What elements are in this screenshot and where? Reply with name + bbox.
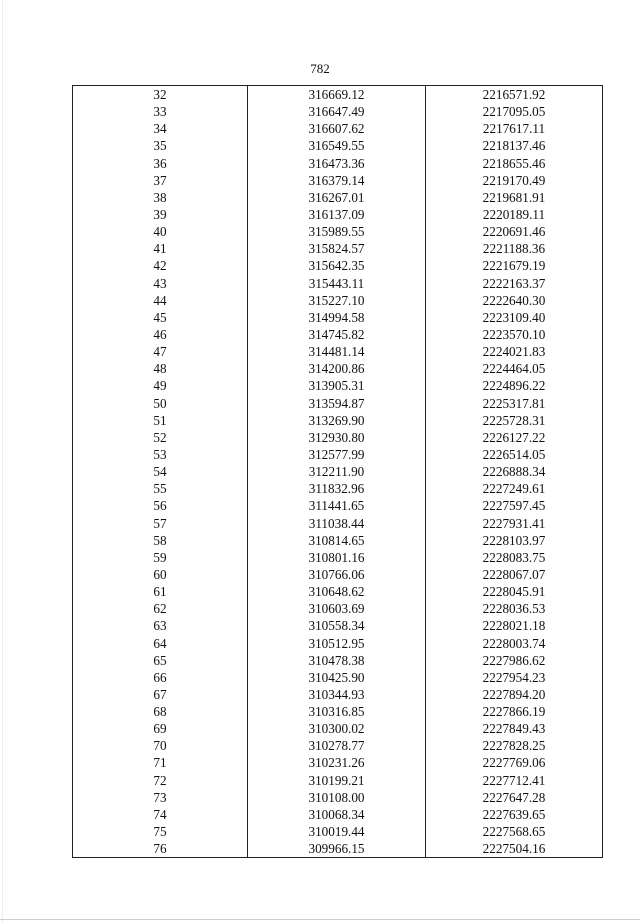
y-coordinate-cell: 2220189.11 (482, 206, 546, 222)
x-coordinate-cell: 316669.12 (308, 87, 365, 102)
x-coordinate-cell: 314994.58 (308, 309, 365, 325)
point-number-cell: 46 (153, 326, 167, 342)
x-coordinate-cell: 310278.77 (308, 738, 365, 754)
x-coordinate-cell: 310558.34 (308, 618, 365, 634)
x-coordinate-cell: 316473.36 (308, 155, 365, 171)
y-coordinate-cell: 2221679.19 (482, 258, 546, 274)
y-coordinate-cell: 2224464.05 (482, 361, 546, 377)
y-coordinate-cell: 2224896.22 (482, 378, 546, 394)
x-coordinate-cell: 310108.00 (308, 789, 365, 805)
y-coordinate-cell: 2218137.46 (482, 138, 546, 154)
x-coordinate-cell: 310019.44 (308, 824, 365, 840)
point-number-cell: 38 (153, 189, 167, 205)
x-coordinate-cell: 310316.85 (308, 704, 365, 720)
point-number-cell: 55 (153, 481, 167, 497)
point-number-cell: 68 (153, 704, 167, 720)
point-number-cell: 48 (153, 361, 167, 377)
x-coordinate-cell: 311832.96 (308, 481, 365, 497)
point-number-cell: 50 (153, 395, 167, 411)
x-coordinate-cell: 311038.44 (308, 515, 365, 531)
y-coordinate-cell: 2227568.65 (482, 824, 546, 840)
x-coordinate-cell: 316379.14 (308, 172, 365, 188)
y-coordinate-cell: 2227828.25 (482, 738, 546, 754)
y-coordinate-cell: 2219170.49 (482, 172, 546, 188)
point-number-cell: 40 (153, 224, 167, 240)
x-coordinate-cell: 315443.11 (308, 275, 365, 291)
point-number-cell: 73 (153, 789, 167, 805)
y-coordinate-cell: 2224021.83 (482, 344, 546, 360)
x-coordinate-column (248, 86, 426, 857)
y-coordinate-cell: 2228021.18 (482, 618, 546, 634)
point-number-cell: 35 (153, 138, 167, 154)
y-coordinate-cell: 2217095.05 (482, 104, 546, 120)
point-number-cell: 36 (153, 155, 167, 171)
point-number-column (73, 86, 248, 857)
y-coordinate-cell: 2227849.43 (482, 721, 546, 737)
y-coordinate-cell: 2227249.61 (482, 481, 546, 497)
y-coordinate-cell: 2227639.65 (482, 806, 546, 822)
y-coordinate-cell: 2222163.37 (482, 275, 546, 291)
y-coordinate-cell: 2225728.31 (482, 412, 546, 428)
y-coordinate-cell: 2228103.97 (482, 532, 546, 548)
y-coordinate-cell: 2219681.91 (482, 189, 546, 205)
point-number-cell: 34 (153, 121, 167, 137)
x-coordinate-cell: 312930.80 (308, 429, 365, 445)
y-coordinate-cell: 2228067.07 (482, 566, 546, 582)
x-coordinate-cell: 310512.95 (308, 635, 365, 651)
x-coordinate-cell: 313269.90 (308, 412, 365, 428)
point-number-cell: 43 (153, 275, 167, 291)
point-number-cell: 49 (153, 378, 167, 394)
point-number-cell: 65 (153, 652, 167, 668)
x-coordinate-cell: 310199.21 (308, 772, 365, 788)
point-number-cell: 58 (153, 532, 167, 548)
point-number-cell: 60 (153, 566, 167, 582)
y-coordinate-cell: 2227866.19 (482, 704, 546, 720)
y-coordinate-cell: 2217617.11 (482, 121, 546, 137)
point-number-cell: 33 (153, 104, 167, 120)
point-number-cell: 47 (153, 344, 167, 360)
y-coordinate-cell: 2225317.81 (482, 395, 546, 411)
point-number-cell: 37 (153, 172, 167, 188)
page-bottom-edge (0, 919, 640, 920)
point-number-cell: 66 (153, 669, 167, 685)
point-number-cell: 52 (153, 429, 167, 445)
scan-edge (2, 0, 3, 923)
x-coordinate-cell: 310814.65 (308, 532, 365, 548)
point-number-cell: 62 (153, 601, 167, 617)
x-coordinate-cell: 316549.55 (308, 138, 365, 154)
point-number-cell: 64 (153, 635, 167, 651)
y-coordinate-cell: 2226514.05 (482, 446, 546, 462)
x-coordinate-cell: 316647.49 (308, 104, 365, 120)
y-coordinate-cell: 2222640.30 (482, 292, 546, 308)
point-number-cell: 75 (153, 824, 167, 840)
point-number-cell: 44 (153, 292, 167, 308)
x-coordinate-cell: 313905.31 (308, 378, 365, 394)
y-coordinate-cell: 2223570.10 (482, 326, 546, 342)
x-coordinate-cell: 316137.09 (308, 206, 365, 222)
y-coordinate-cell: 2227712.41 (482, 772, 546, 788)
point-number-cell: 54 (153, 464, 167, 480)
point-number-cell: 53 (153, 446, 167, 462)
y-coordinate-cell: 2228083.75 (482, 549, 546, 565)
point-number-cell: 56 (153, 498, 167, 514)
y-coordinate-cell: 2216571.92 (482, 87, 546, 102)
x-coordinate-cell: 314481.14 (308, 344, 365, 360)
y-coordinate-cell: 2227894.20 (482, 686, 546, 702)
x-coordinate-cell: 311441.65 (308, 498, 365, 514)
point-number-cell: 76 (153, 841, 167, 857)
y-coordinate-cell: 2227647.28 (482, 789, 546, 805)
y-coordinate-cell: 2227504.16 (482, 841, 546, 857)
y-coordinate-cell: 2226888.34 (482, 464, 546, 480)
x-coordinate-cell: 315824.57 (308, 241, 365, 257)
x-coordinate-cell: 312211.90 (308, 464, 365, 480)
y-coordinate-cell: 2218655.46 (482, 155, 546, 171)
point-number-cell: 63 (153, 618, 167, 634)
x-coordinate-cell: 315227.10 (308, 292, 365, 308)
point-number-cell: 32 (153, 87, 167, 102)
x-coordinate-cell: 310478.38 (308, 652, 365, 668)
y-coordinate-cell: 2228036.53 (482, 601, 546, 617)
x-coordinate-cell: 314200.86 (308, 361, 365, 377)
y-coordinate-cell: 2221188.36 (482, 241, 546, 257)
page-number: 782 (310, 61, 330, 76)
y-coordinate-cell: 2227931.41 (482, 515, 546, 531)
point-number-cell: 41 (153, 241, 167, 257)
y-coordinate-cell: 2227954.23 (482, 669, 546, 685)
x-coordinate-cell: 310300.02 (308, 721, 365, 737)
point-number-cell: 70 (153, 738, 167, 754)
x-coordinate-cell: 310231.26 (308, 755, 365, 771)
x-coordinate-cell: 310068.34 (308, 806, 365, 822)
x-coordinate-cell: 315642.35 (308, 258, 365, 274)
point-number-cell: 42 (153, 258, 167, 274)
y-coordinate-cell: 2228003.74 (482, 635, 546, 651)
x-coordinate-cell: 310425.90 (308, 669, 365, 685)
y-coordinate-cell: 2227769.06 (482, 755, 546, 771)
point-number-cell: 69 (153, 721, 167, 737)
y-coordinate-cell: 2227986.62 (482, 652, 546, 668)
x-coordinate-cell: 315989.55 (308, 224, 365, 240)
y-coordinate-cell: 2226127.22 (482, 429, 546, 445)
y-coordinate-cell: 2223109.40 (482, 309, 546, 325)
x-coordinate-cell: 310603.69 (308, 601, 365, 617)
x-coordinate-cell: 316267.01 (308, 189, 365, 205)
point-number-cell: 71 (153, 755, 167, 771)
y-coordinate-cell: 2227597.45 (482, 498, 546, 514)
x-coordinate-cell: 309966.15 (308, 841, 365, 857)
point-number-cell: 74 (153, 806, 167, 822)
coordinate-table (72, 85, 603, 858)
x-coordinate-cell: 313594.87 (308, 395, 365, 411)
x-coordinate-cell: 312577.99 (308, 446, 365, 462)
x-coordinate-cell: 310648.62 (308, 584, 365, 600)
point-number-cell: 61 (153, 584, 167, 600)
x-coordinate-cell: 314745.82 (308, 326, 365, 342)
point-number-cell: 67 (153, 686, 167, 702)
point-number-cell: 59 (153, 549, 167, 565)
x-coordinate-cell: 310766.06 (308, 566, 365, 582)
y-coordinate-column (426, 86, 602, 857)
y-coordinate-cell: 2228045.91 (482, 584, 546, 600)
point-number-cell: 39 (153, 206, 167, 222)
x-coordinate-cell: 310344.93 (308, 686, 365, 702)
point-number-cell: 72 (153, 772, 167, 788)
point-number-cell: 51 (153, 412, 167, 428)
x-coordinate-cell: 316607.62 (308, 121, 365, 137)
point-number-cell: 57 (153, 515, 167, 531)
x-coordinate-cell: 310801.16 (308, 549, 365, 565)
point-number-cell: 45 (153, 309, 167, 325)
y-coordinate-cell: 2220691.46 (482, 224, 546, 240)
